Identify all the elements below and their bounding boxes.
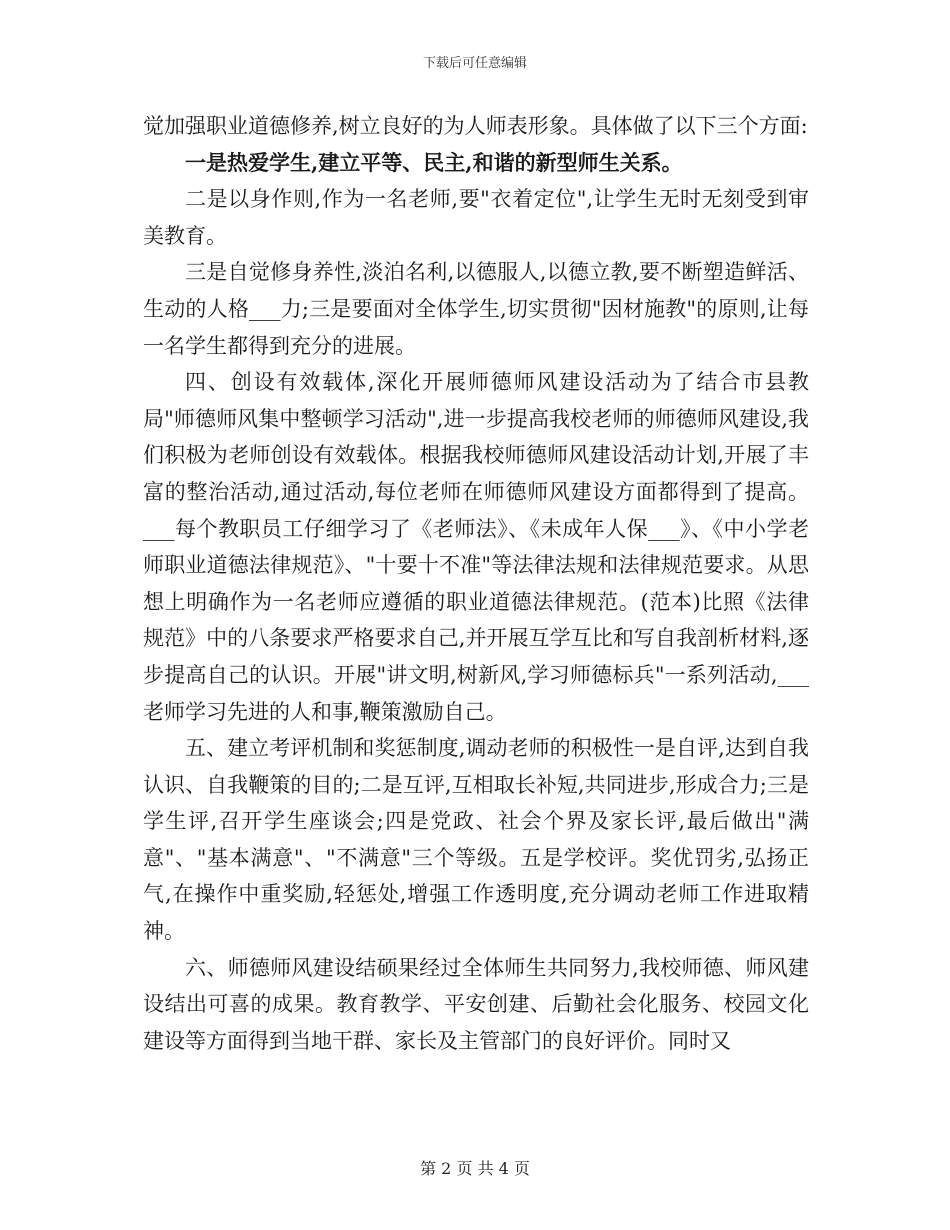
paragraph-section-five: 五、建立考评机制和奖惩制度,调动老师的积极性一是自评,达到自我认识、自我鞭策的目的;二是互评,互相取长补短,共同进步,形成合力;三是学生评,召开学生座谈会;四是党政、社会个界及家长评,最后做出"满意"、"基本满意"、"不满意"三个等级。五是学校评。奖优罚劣,弘扬正气,在操作中重奖励,轻惩处,增强工作透明度,充分调动老师工作进取精神。 [143,736,809,944]
page-header-note: 下载后可任意编辑 [422,56,527,71]
page-number-footer: 第 2 页 共 4 页 [420,1159,530,1178]
paragraph-point-three: 三是自觉修身养性,淡泊名利,以德服人,以德立教,要不断塑造鲜活、生动的人格___力;三是要面对全体学生,切实贯彻"因材施教"的原则,让每一名学生都得到充分的进展。 [143,260,809,358]
document-body [143,108,809,1059]
paragraph-section-four: 四、创设有效载体,深化开展师德师风建设活动为了结合市县教局"师德师风集中整顿学习活动",进一步提高我校老师的师德师风建设,我们积极为老师创设有效载体。根据我校师德师风建设活动计划,开展了丰富的整治活动,通过活动,每位老师在师德师风建设方面都得到了提高。___每个教职员工仔细学习了《老师法》、《未成年人保___》、《中小学老师职业道德法律规范》、"十要十不准"等法律法规和法律规范要求。从思想上明确作为一名老师应遵循的职业道德法律规范。(范本)比照《法律规范》中的八条要求严格要求自己,并开展互学互比和写自我剖析材料,逐步提高自己的认识。开展"讲文明,树新风,学习师德标兵"一系列活动,___老师学习先进的人和事,鞭策激励自己。 [143,370,809,724]
paragraph-point-one: 一是热爱学生,建立平等、民主,和谐的新型师生关系。 [185,149,683,175]
paragraph-section-six: 六、师德师风建设结硕果经过全体师生共同努力,我校师德、师风建设结出可喜的成果。教育教学、平安创建、后勤社会化服务、校园文化建设等方面得到当地干群、家长及主管部门的良好评价。同时又 [143,955,809,1053]
paragraph-intro-continuation: 觉加强职业道德修养,树立良好的为人师表形象。具体做了以下三个方面: [143,114,808,138]
paragraph-point-two: 二是以身作则,作为一名老师,要"衣着定位",让学生无时无刻受到审美教育。 [143,187,809,248]
